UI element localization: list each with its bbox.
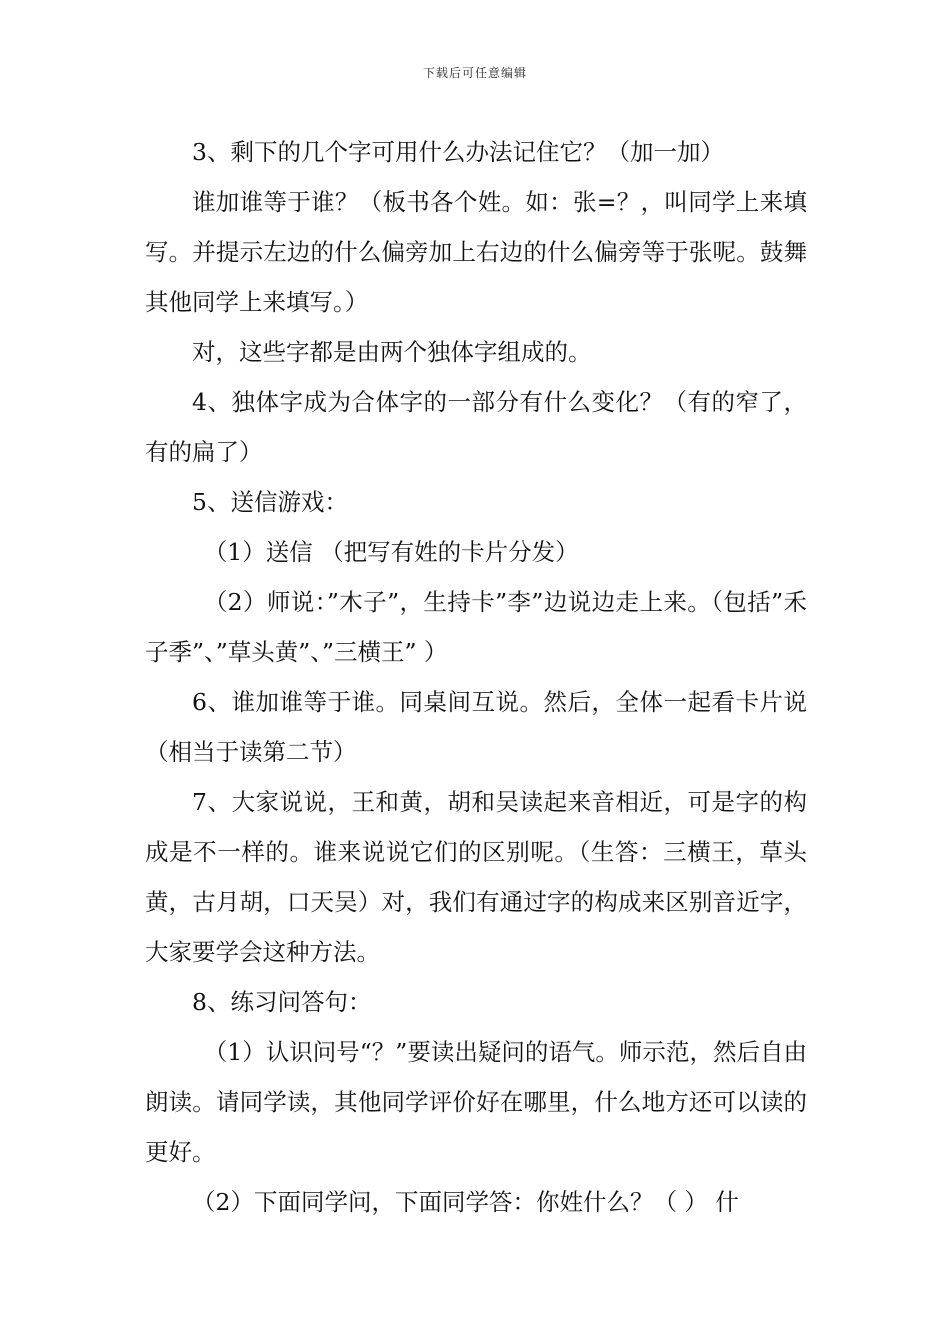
paragraph-step-3: 3、剩下的几个字可用什么办法记住它？（加一加） — [192, 138, 724, 166]
page-header: 下载后可任意编辑 — [422, 66, 527, 80]
paragraph-step-6: 6、谁加谁等于谁。同桌间互说。然后，全体一起看卡片说（相当于读第二节） — [145, 688, 807, 766]
paragraph-step-8-1: （1）认识问号“？”要读出疑问的语气。师示范，然后自由朗读。请同学读，其他同学评价好在哪里，什么地方还可以读的更好。 — [145, 1038, 807, 1166]
paragraph-step-8-2: （2）下面同学问，下面同学答：你姓什么？（ ） 什 — [192, 1188, 739, 1216]
paragraph-step-4: 4、独体字成为合体字的一部分有什么变化？（有的窄了，有的扁了） — [145, 388, 807, 466]
paragraph-step-5-2: （2）师说：”木子”，生持卡”李”边说边走上来。（包括”禾子季”、”草头黄”、”三横王” ） — [145, 588, 807, 666]
paragraph-two-parts: 对，这些字都是由两个独体字组成的。 — [192, 338, 592, 366]
paragraph-step-7: 7、大家说说，王和黄，胡和吴读起来音相近，可是字的构成是不一样的。谁来说说它们的区别呢。（生答：三横王，草头黄，古月胡，口天吴）对，我们有通过字的构成来区别音近字，大家要学会这种方法。 — [145, 788, 807, 966]
paragraph-step-8: 8、练习问答句： — [192, 988, 372, 1016]
document-body — [145, 127, 807, 1227]
paragraph-surname-addition: 谁加谁等于谁？（板书各个姓。如：张=？，叫同学上来填写。并提示左边的什么偏旁加上右边的什么偏旁等于张呢。鼓舞其他同学上来填写。） — [145, 188, 807, 316]
paragraph-step-5: 5、送信游戏： — [192, 488, 348, 516]
paragraph-step-5-1: （1）送信 （把写有姓的卡片分发） — [203, 538, 579, 566]
